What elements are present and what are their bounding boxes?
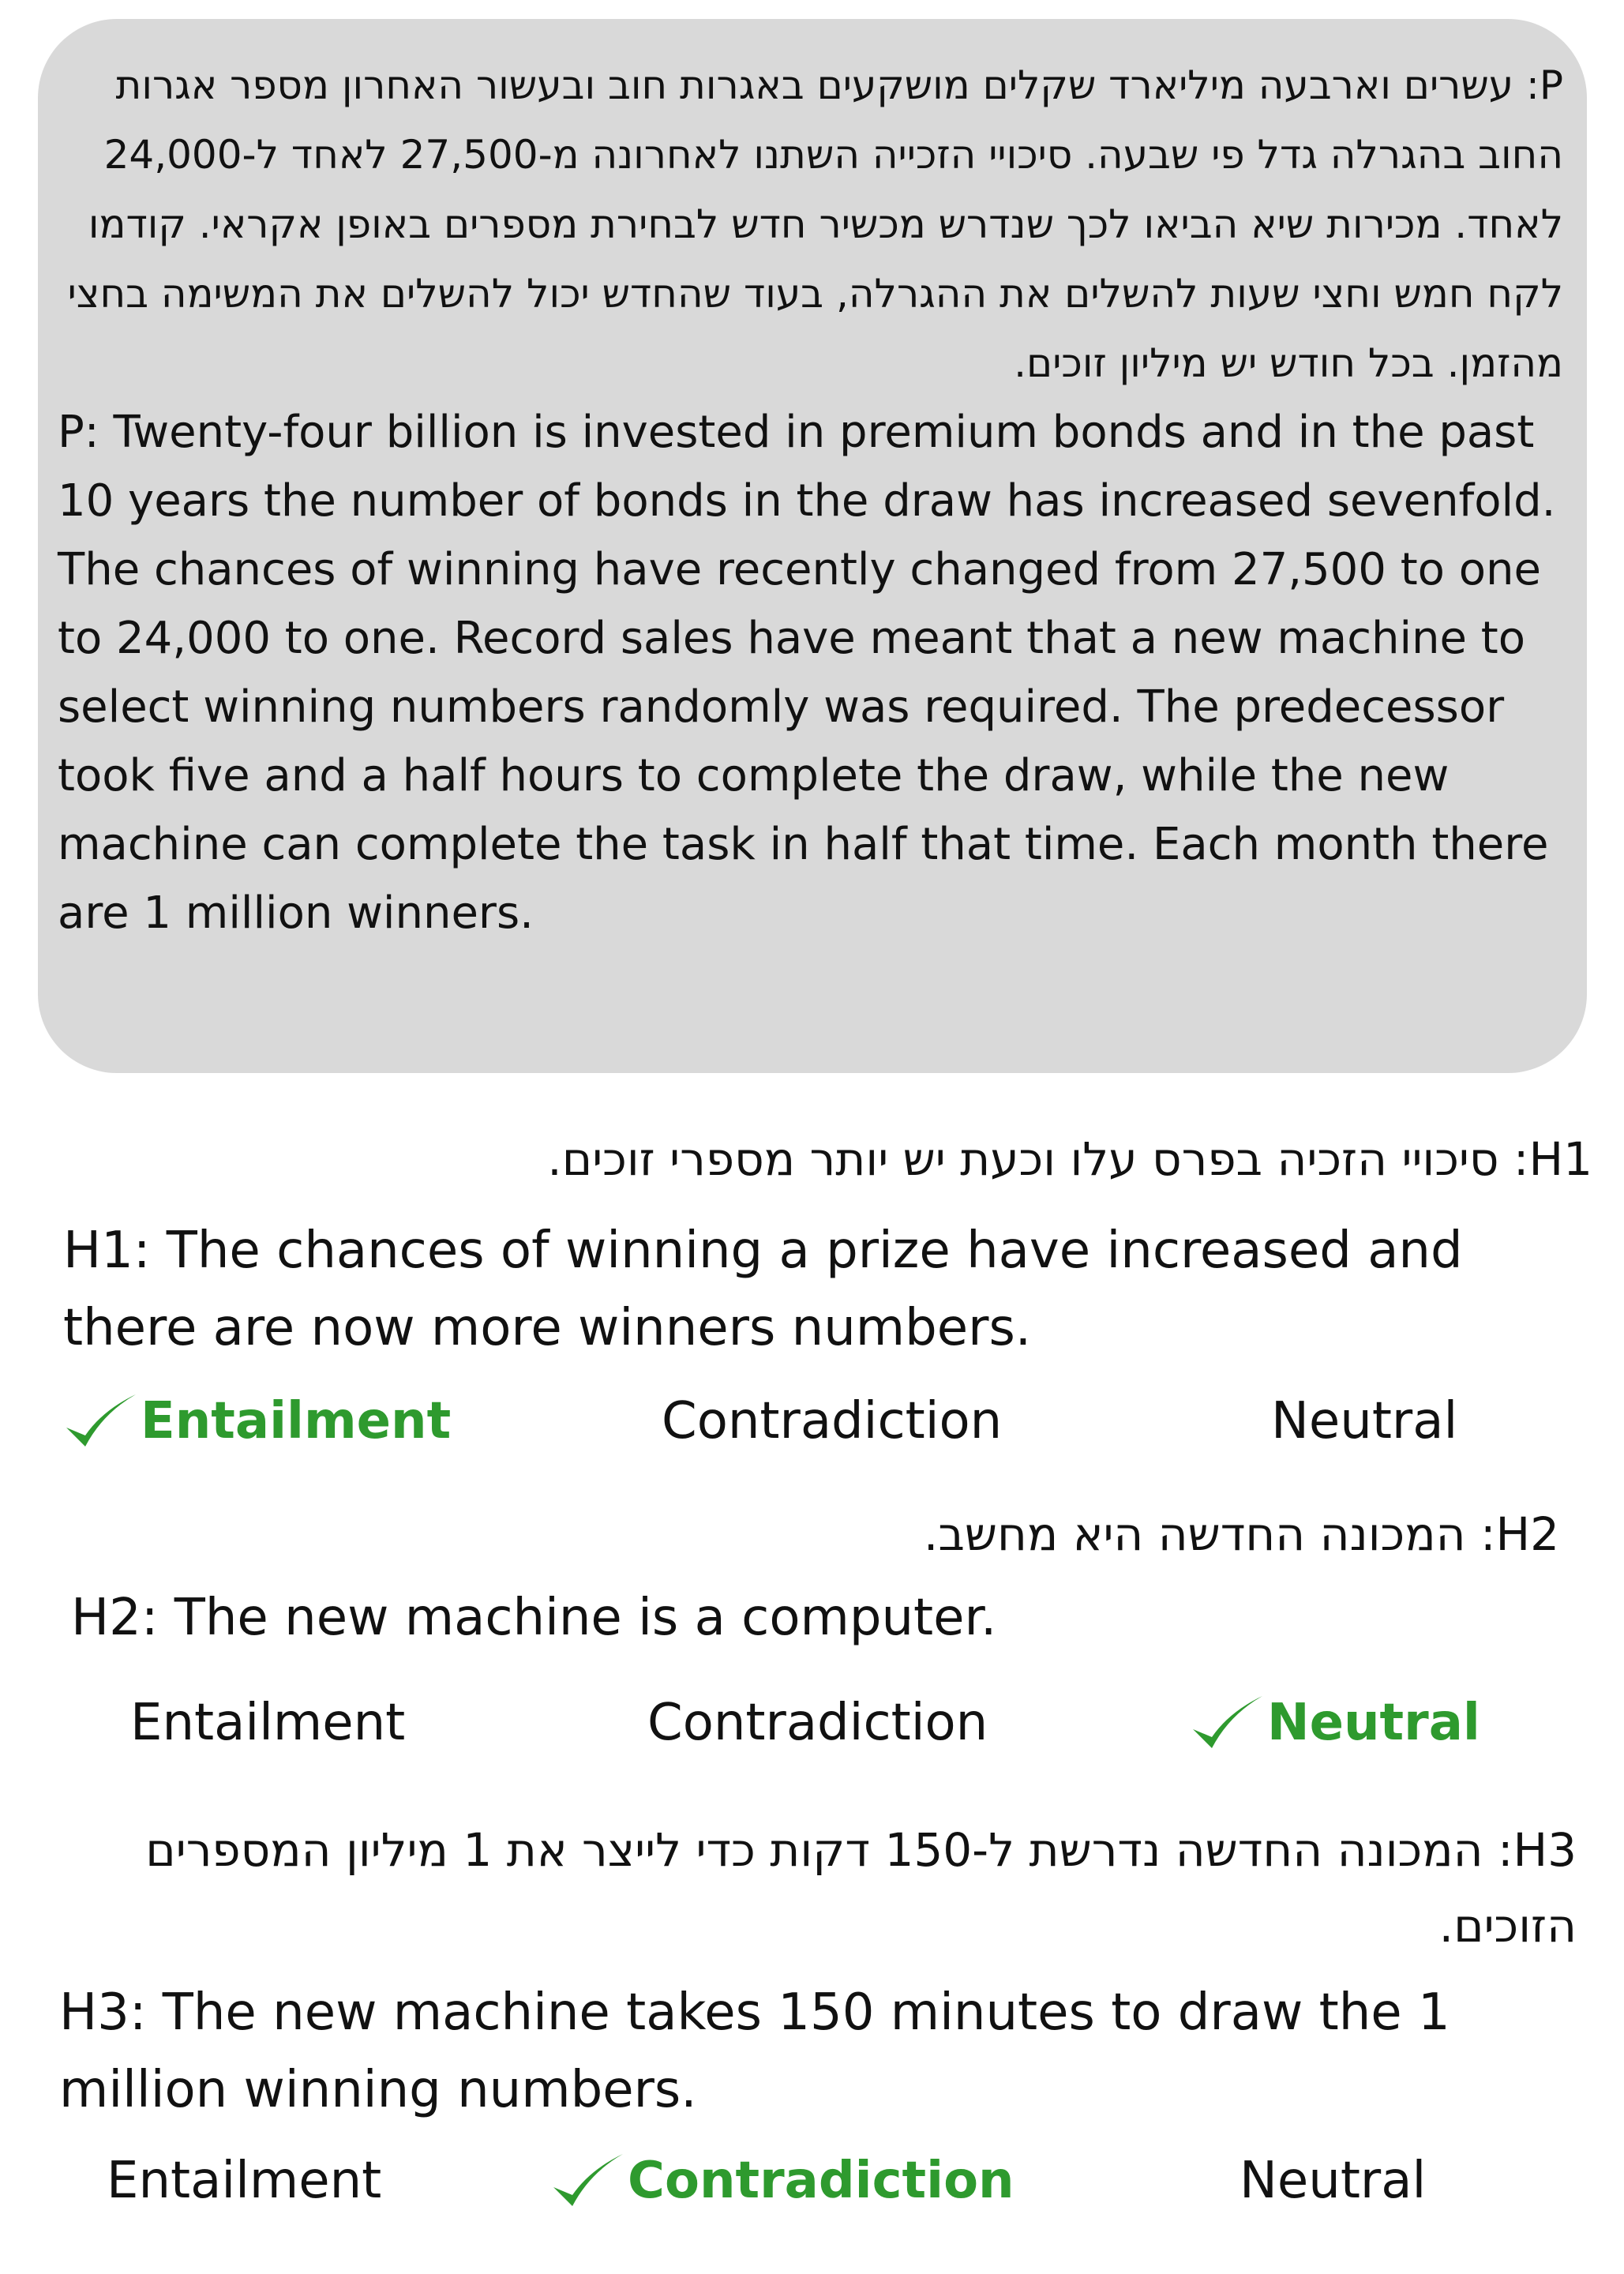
hypothesis-2-english: H2: The new machine is a computer. [71, 1589, 997, 1647]
label-text: Entailment [107, 2152, 382, 2210]
label-text: Neutral [1271, 1392, 1458, 1450]
h2-label-neutral [1188, 1691, 1480, 1754]
h3-label-neutral [1240, 2149, 1426, 2212]
checkmark-icon [62, 1390, 139, 1453]
hypothesis-1-hebrew: H1: סיכויי הזכיה בפרס עלו וכעת יש יותר מספרי זוכים. [547, 1132, 1592, 1186]
hypothesis-2-hebrew: H2: המכונה החדשה היא מחשב. [923, 1507, 1559, 1561]
checkmark-icon [549, 2149, 626, 2212]
h2-label-entailment [130, 1691, 405, 1754]
label-text: Contradiction [662, 1392, 1003, 1450]
premise-box [38, 19, 1587, 1073]
premise-hebrew: P: עשרים וארבעה מיליארד שקלים מושקעים באגרות חוב ובעשור האחרון מספר אגרות החוב בהגרלה גדל פי שבעה. סיכויי הזכייה השתנו לאחרונה מ-27,500 לאחד ל-24,000 לאחד. מכירות שיא הביאו לכך שנדרש מכשיר חדש לבחירת מספרים באופן אקראי. קודמו לקח חמש וחצי שעות להשלים את ההגרלה, בעוד שהחדש יכול להשלים את המשימה בחצי מהזמן. בכל חודש יש מיליון זוכים. [67, 62, 1563, 386]
premise-english: P: Twenty-four billion is invested in premium bonds and in the past 10 years the number of bonds in the draw has increased sevenfold. The chances of winning have recently changed from 27,500 to one to 24,000 to one. Record sales have meant that a new machine to select winning numbers randomly was required. The predecessor took five and a half hours to complete the draw, while the new machine can complete the task in half that time. Each month there are 1 million winners. [58, 407, 1556, 939]
hypothesis-3-hebrew: H3: המכונה החדשה נדרשת ל-150 דקות כדי לייצר את 1 מיליון המספרים הזוכים. [145, 1823, 1577, 1953]
h3-label-entailment [107, 2149, 381, 2212]
h1-label-contradiction [662, 1390, 1002, 1453]
label-text: Contradiction [628, 2152, 1015, 2210]
label-text: Contradiction [647, 1694, 988, 1752]
hypothesis-1-english: H1: The chances of winning a prize have increased and there are now more winners numbers. [63, 1221, 1463, 1357]
h1-label-entailment [62, 1390, 451, 1453]
label-text: Neutral [1240, 2152, 1427, 2210]
h2-label-contradiction [647, 1691, 988, 1754]
hypothesis-3-english: H3: The new machine takes 150 minutes to draw the 1 million winning numbers. [59, 1983, 1450, 2119]
label-text: Entailment [141, 1392, 452, 1450]
label-text: Neutral [1267, 1694, 1480, 1752]
h1-label-neutral [1271, 1390, 1457, 1453]
h3-label-contradiction [549, 2149, 1015, 2212]
label-text: Entailment [130, 1694, 406, 1752]
checkmark-icon [1188, 1691, 1266, 1754]
